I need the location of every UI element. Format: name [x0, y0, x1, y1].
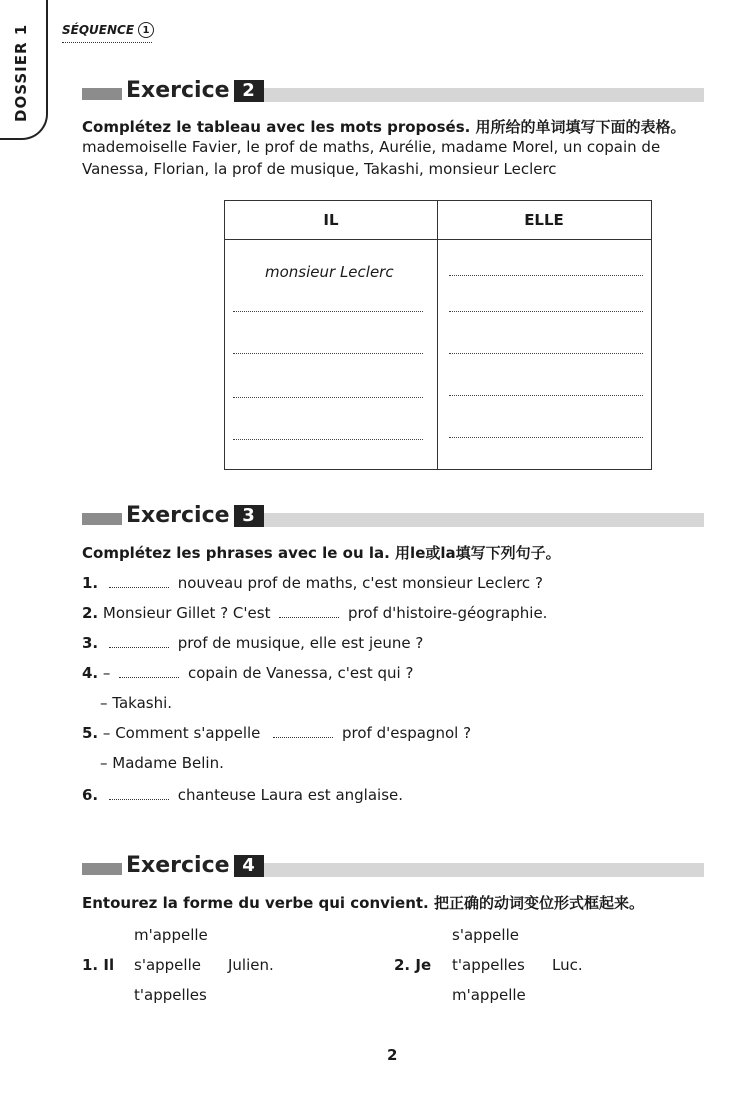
sequence-divider	[62, 42, 152, 43]
header-bar-right	[262, 513, 704, 527]
instruction-text: Complétez le tableau avec les mots proposés. 用所给的单词填写下面的表格。	[82, 118, 686, 136]
dossier-label: DOSSIER 1	[12, 23, 30, 122]
verb-option[interactable]: m'appelle	[134, 926, 208, 944]
elle-answer-line[interactable]	[449, 437, 643, 438]
item-number: 3.	[82, 634, 99, 652]
elle-answer-line[interactable]	[449, 275, 643, 276]
exercise-4-title	[126, 853, 264, 878]
sentence-5	[82, 724, 471, 742]
sentence-text: – Comment s'appelle	[102, 724, 261, 742]
blank-field[interactable]	[109, 788, 169, 800]
question-1-subject: 1. Il	[82, 956, 115, 974]
sentence-text: chanteuse Laura est anglaise.	[177, 786, 404, 804]
sequence-label: SÉQUENCE	[62, 23, 135, 37]
sentence-3	[82, 634, 423, 652]
sentence-5-answer: – Madame Belin.	[100, 754, 224, 772]
item-number: 6.	[82, 786, 99, 804]
item-number: 4.	[82, 664, 99, 682]
exercise-2-header	[82, 80, 704, 110]
sentence-text: –	[102, 664, 111, 682]
verb-option[interactable]: t'appelles	[134, 986, 207, 1004]
il-answer-line[interactable]	[233, 353, 423, 354]
table-divider-horizontal	[225, 239, 651, 240]
item-number: 1.	[82, 574, 99, 592]
question-2-name: Luc.	[552, 956, 583, 974]
exercise-2-title	[126, 78, 264, 103]
verb-option[interactable]: s'appelle	[452, 926, 519, 944]
il-answer-line[interactable]	[233, 439, 423, 440]
header-bar-right	[262, 863, 704, 877]
sentence-text: prof d'espagnol ?	[341, 724, 472, 742]
table-divider-vertical	[437, 201, 438, 469]
blank-field[interactable]	[119, 666, 179, 678]
verb-option[interactable]: t'appelles	[452, 956, 525, 974]
elle-answer-line[interactable]	[449, 395, 643, 396]
sentence-text: prof d'histoire-géographie.	[348, 604, 548, 622]
il-answer-line[interactable]	[233, 397, 423, 398]
sentence-4	[82, 664, 413, 682]
exercise-2-instruction	[82, 116, 702, 138]
exercise-number: 2	[234, 80, 264, 102]
sentence-4-answer: – Takashi.	[100, 694, 173, 712]
sentence-text: prof de musique, elle est jeune ?	[177, 634, 424, 652]
column-header-elle: ELLE	[524, 211, 564, 229]
blank-field[interactable]	[109, 576, 169, 588]
blank-field[interactable]	[273, 726, 333, 738]
exercise-4-instruction: Entourez la forme du verbe qui convient. 把正确的动词变位形式框起来。	[82, 894, 644, 912]
exercise-4-header	[82, 855, 704, 885]
verb-option[interactable]: m'appelle	[452, 986, 526, 1004]
sentence-text: Monsieur Gillet ? C'est	[102, 604, 271, 622]
il-answer-line[interactable]	[233, 311, 423, 312]
exercise-3-instruction: Complétez les phrases avec le ou la. 用le或la填写下列句子。	[82, 544, 561, 562]
item-number: 5.	[82, 724, 99, 742]
elle-answer-line[interactable]	[449, 353, 643, 354]
exercise-title-text: Exercice	[126, 78, 230, 103]
header-bar-left	[82, 863, 122, 875]
exercise-title-text: Exercice	[126, 503, 230, 528]
blank-field[interactable]	[279, 606, 339, 618]
header-bar-left	[82, 513, 122, 525]
verb-option[interactable]: s'appelle	[134, 956, 201, 974]
sequence-number: 1	[138, 22, 154, 38]
example-answer: monsieur Leclerc	[265, 263, 394, 281]
exercise-number: 3	[234, 505, 264, 527]
sentence-6	[82, 786, 403, 804]
item-number: 2.	[82, 604, 99, 622]
sentence-text: copain de Vanessa, c'est qui ?	[187, 664, 414, 682]
question-2-subject: 2. Je	[394, 956, 432, 974]
header-bar-left	[82, 88, 122, 100]
exercise-2-word-list: mademoiselle Favier, le prof de maths, Aurélie, madame Morel, un copain de Vanessa, Florian, la prof de musique, Takashi, monsieur Leclerc	[82, 138, 661, 178]
sentence-1	[82, 574, 543, 592]
il-elle-table	[224, 200, 652, 470]
exercise-number: 4	[234, 855, 264, 877]
question-1-name: Julien.	[228, 956, 274, 974]
exercise-3-header	[82, 505, 704, 535]
sentence-text: nouveau prof de maths, c'est monsieur Leclerc ?	[177, 574, 543, 592]
column-header-il: IL	[323, 211, 339, 229]
elle-answer-line[interactable]	[449, 311, 643, 312]
exercise-title-text: Exercice	[126, 853, 230, 878]
sentence-2	[82, 604, 547, 622]
page-number: 2	[387, 1046, 398, 1064]
header-bar-right	[262, 88, 704, 102]
sequence-header	[62, 22, 154, 38]
exercise-3-title	[126, 503, 264, 528]
blank-field[interactable]	[109, 636, 169, 648]
